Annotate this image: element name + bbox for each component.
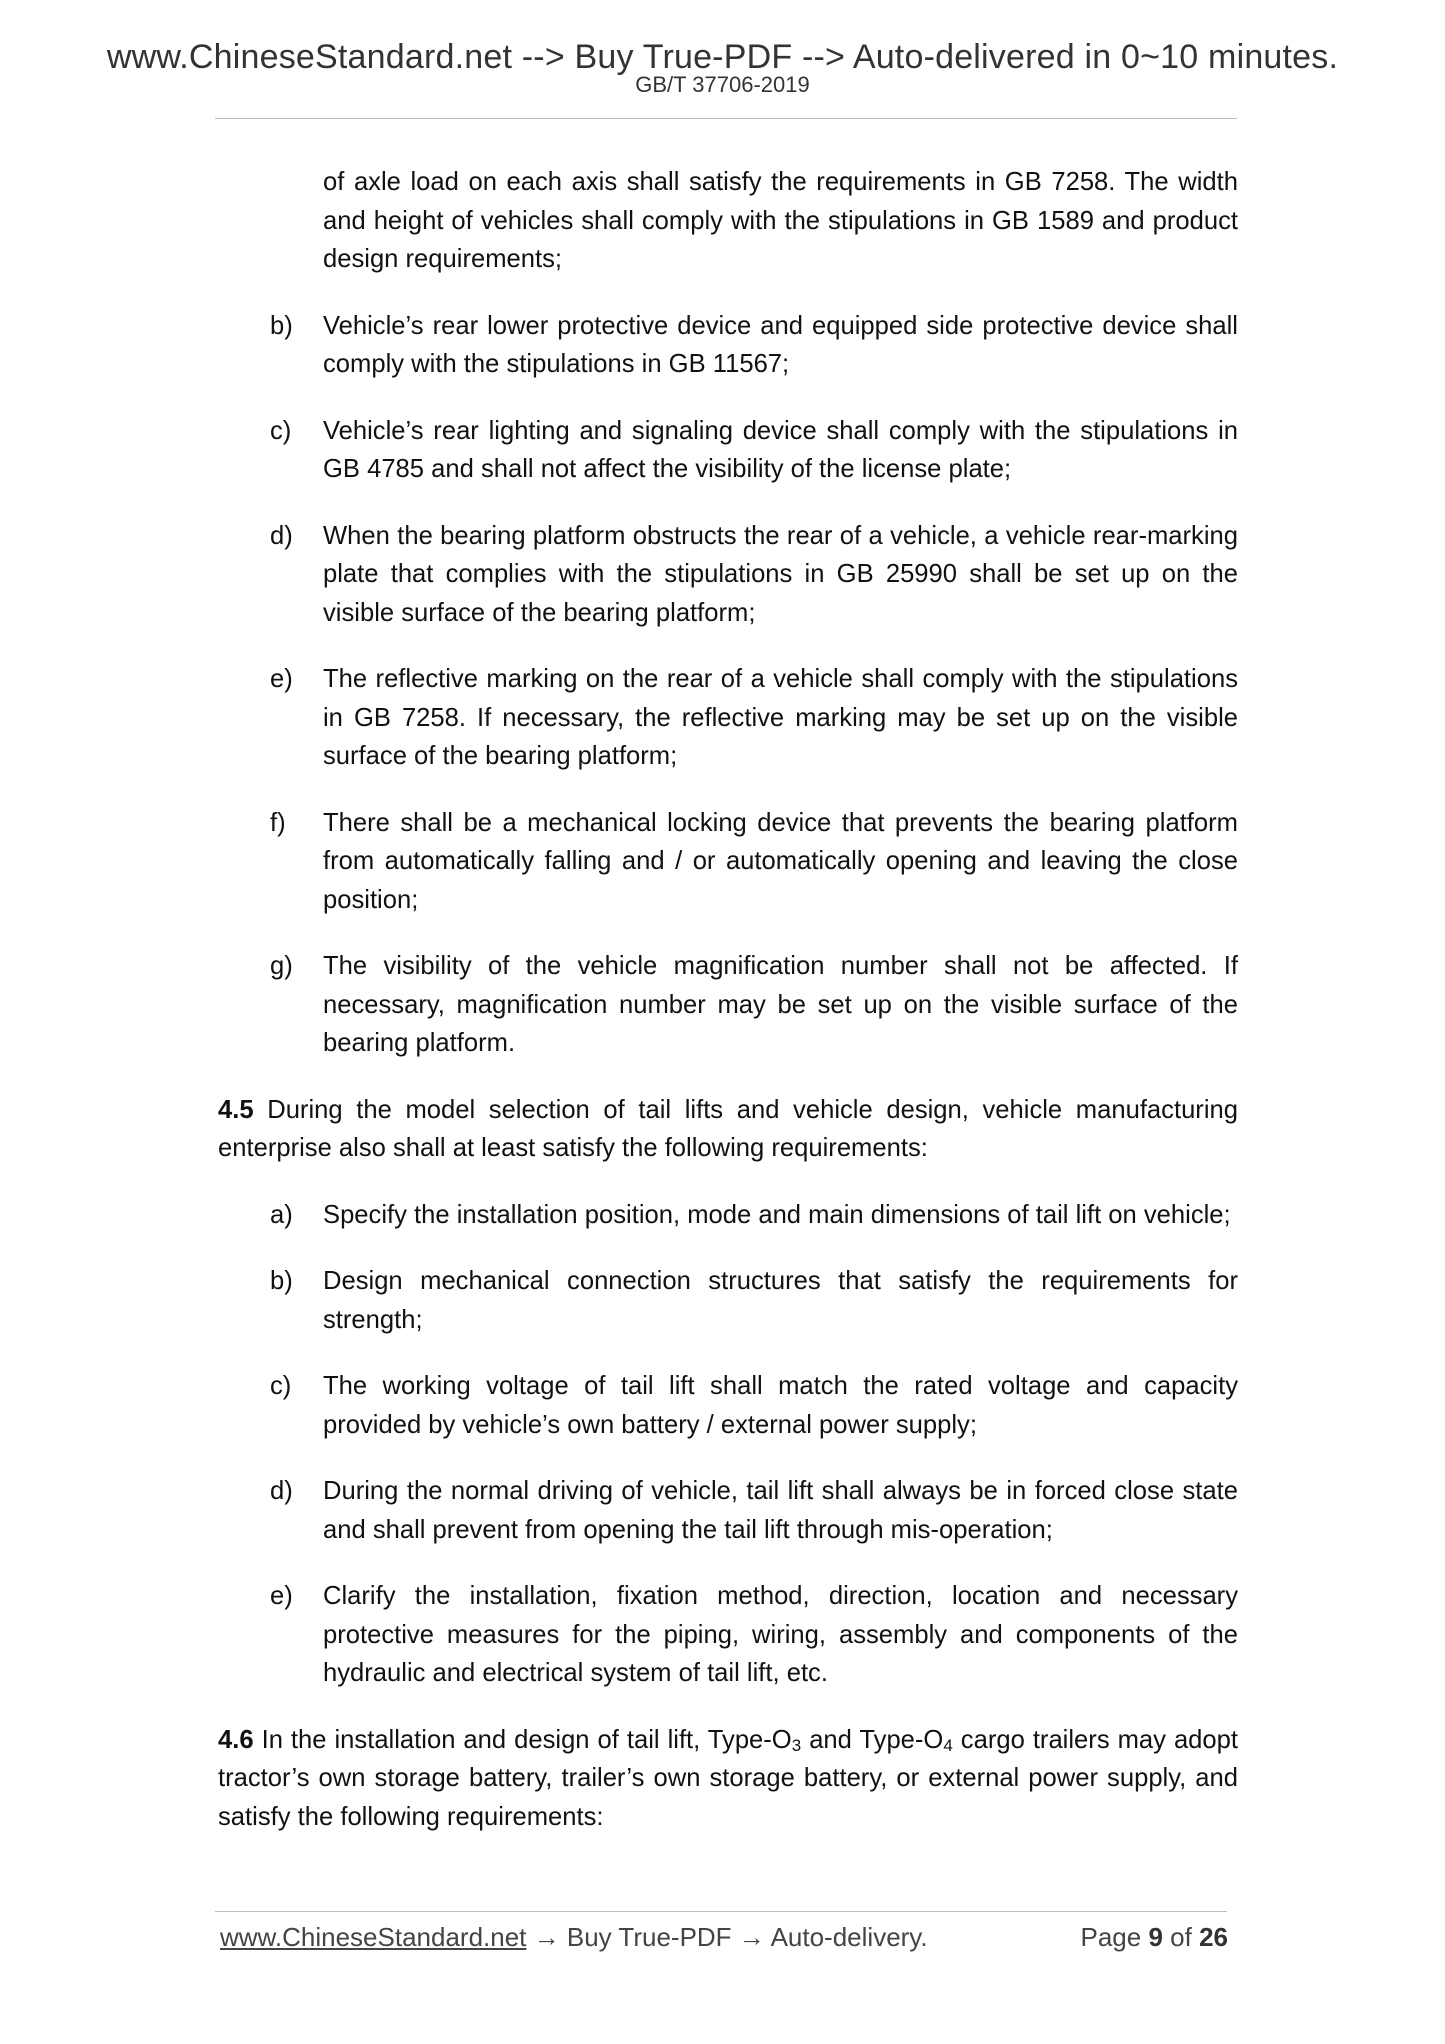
- list-marker: e): [270, 1582, 293, 1610]
- list-item: [218, 947, 1238, 1063]
- requirements-list-2: [218, 1196, 1238, 1693]
- list-marker: g): [270, 952, 293, 980]
- clause-text-part: In the installation and design of tail lift, Type-O: [261, 1725, 792, 1754]
- clause-number: 4.5: [218, 1095, 254, 1124]
- list-marker: c): [270, 1372, 292, 1400]
- clause-4-5: [218, 1091, 1238, 1168]
- list-item: [218, 1262, 1238, 1339]
- list-item-text: During the normal driving of vehicle, tail lift shall always be in forced close state and shall prevent from opening the tail lift through mis-operation;: [323, 1477, 1238, 1544]
- list-marker: b): [270, 1267, 293, 1295]
- list-item-text: Specify the installation position, mode and main dimensions of tail lift on vehicle;: [323, 1200, 1231, 1229]
- header-divider: [215, 118, 1237, 119]
- site-banner: www.ChineseStandard.net --> Buy True-PDF --> Auto-delivered in 0~10 minutes.: [106, 38, 1339, 76]
- list-item-text: Vehicle’s rear lighting and signaling device shall comply with the stipulations in GB 4785 and shall not affect the visibility of the license plate;: [323, 416, 1238, 483]
- list-item-text: Vehicle’s rear lower protective device and equipped side protective device shall comply with the stipulations in GB 11567;: [323, 311, 1238, 378]
- list-item-text: Design mechanical connection structures that satisfy the requirements for strength;: [323, 1267, 1238, 1334]
- list-marker: e): [270, 665, 293, 693]
- list-marker: f): [270, 808, 286, 837]
- list-item-text: The reflective marking on the rear of a vehicle shall comply with the stipulations in GB 7258. If necessary, the reflective marking may be set up on the visible surface of the bearing platform;: [323, 665, 1238, 770]
- footer-promo-text: → Buy True-PDF → Auto-delivery.: [526, 1922, 928, 1952]
- clause-4-6: [218, 1721, 1238, 1837]
- list-item-text: When the bearing platform obstructs the rear of a vehicle, a vehicle rear-marking plate that complies with the stipulations in GB 25990 shall be set up on the visible surface of the bearing platform;: [323, 521, 1238, 627]
- standard-number: GB/T 37706-2019: [635, 72, 810, 97]
- page-of: of: [1170, 1922, 1192, 1952]
- continued-item-text: of axle load on each axis shall satisfy the requirements in GB 7258. The width and height of vehicles shall comply with the stipulations in GB 1589 and product design requirements;: [323, 168, 1238, 273]
- page-total: 26: [1199, 1922, 1228, 1952]
- list-item: [218, 412, 1238, 489]
- page-current: 9: [1148, 1922, 1163, 1952]
- list-marker: c): [270, 416, 292, 445]
- list-marker: b): [270, 311, 293, 340]
- clause-number: 4.6: [218, 1725, 254, 1754]
- requirements-list-1: [218, 307, 1238, 1063]
- clause-text-part: cargo trailers may adopt tractor’s own storage battery, trailer’s own storage battery, or external power supply, and satisfy the following requirements:: [218, 1725, 1238, 1831]
- list-item: [218, 517, 1238, 633]
- clause-text: During the model selection of tail lifts and vehicle design, vehicle manufacturing enterprise also shall at least satisfy the following requirements:: [218, 1095, 1238, 1162]
- list-item-text: The working voltage of tail lift shall match the rated voltage and capacity provided by vehicle’s own battery / external power supply;: [323, 1372, 1238, 1439]
- subscript: 4: [943, 1735, 953, 1755]
- list-marker: d): [270, 1477, 293, 1505]
- footer-promo: [220, 1922, 928, 1953]
- list-item-text: Clarify the installation, fixation method, direction, location and necessary protective measures for the piping, wiring, assembly and components of the hydraulic and electrical system of tail lift, etc.: [323, 1582, 1238, 1687]
- list-marker: a): [270, 1200, 293, 1229]
- subscript: 3: [791, 1735, 802, 1755]
- list-item: [218, 804, 1238, 920]
- list-item: [218, 660, 1238, 776]
- document-body: [218, 163, 1238, 1864]
- page-label: Page: [1080, 1922, 1142, 1952]
- list-item: [218, 1577, 1238, 1693]
- clause-text-part: and Type-O: [801, 1725, 944, 1754]
- list-item: [218, 1367, 1238, 1444]
- footer-divider: [215, 1911, 1227, 1912]
- list-item: [218, 1196, 1238, 1235]
- list-item: [218, 307, 1238, 384]
- page-indicator: [1080, 1922, 1228, 1953]
- list-marker: d): [270, 521, 293, 550]
- list-item: [218, 1472, 1238, 1549]
- footer-site-link[interactable]: www.ChineseStandard.net: [220, 1922, 527, 1952]
- list-item-text: The visibility of the vehicle magnification number shall not be affected. If necessary, magnification number may be set up on the visible surface of the bearing platform.: [323, 952, 1238, 1057]
- list-item-text: There shall be a mechanical locking device that prevents the bearing platform from automatically falling and / or automatically opening and leaving the close position;: [323, 808, 1238, 914]
